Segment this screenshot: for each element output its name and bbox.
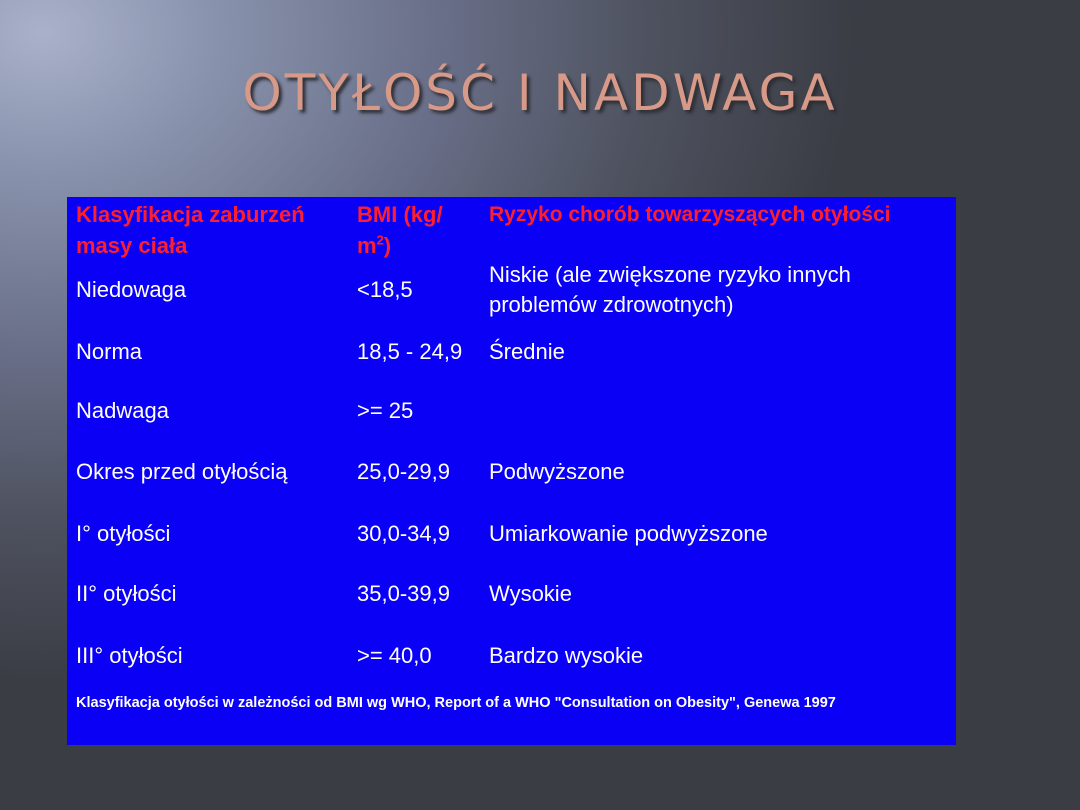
cell-bmi: <18,5 <box>357 277 413 302</box>
cell-bmi: 30,0-34,9 <box>357 521 450 546</box>
cell-risk: Niskie (ale zwiększone ryzyko innych problemów zdrowotnych) <box>489 262 851 317</box>
cell-risk: Podwyższone <box>489 459 625 484</box>
header-bmi-close: ) <box>383 233 392 258</box>
cell-bmi: 18,5 - 24,9 <box>357 339 463 364</box>
cell-bmi: 25,0-29,9 <box>357 459 450 484</box>
header-bmi <box>357 199 477 263</box>
header-bmi-superscript: 2 <box>376 232 384 248</box>
table-row <box>67 259 956 321</box>
cell-classification: Norma <box>76 339 143 364</box>
table-header-row <box>67 199 956 263</box>
cell-classification: Niedowaga <box>76 277 187 302</box>
header-classification: Klasyfikacja zaburzeń masy ciała <box>76 202 305 258</box>
header-risk: Ryzyko chorób towarzyszących otyłości <box>489 203 891 226</box>
cell-risk: Wysokie <box>489 581 572 606</box>
bmi-classification-table <box>67 197 956 745</box>
table-footnote: Klasyfikacja otyłości w zależności od BMI wg WHO, Report of a WHO "Consultation on Obesity", Genewa 1997 <box>76 695 836 711</box>
cell-bmi: >= 25 <box>357 398 414 423</box>
header-bmi-text: BMI (kg/ m <box>357 202 443 258</box>
cell-classification: Nadwaga <box>76 398 169 423</box>
table-row <box>67 625 956 687</box>
cell-classification: III° otyłości <box>76 643 183 668</box>
cell-classification: II° otyłości <box>76 581 177 606</box>
slide-title: OTYŁOŚĆ I NADWAGA <box>242 64 838 122</box>
cell-bmi: 35,0-39,9 <box>357 581 450 606</box>
cell-classification: I° otyłości <box>76 521 171 546</box>
cell-risk: Średnie <box>489 339 565 364</box>
cell-risk <box>489 383 944 439</box>
table-row <box>67 563 956 625</box>
cell-risk: Umiarkowanie podwyższone <box>489 521 768 546</box>
table-row <box>67 321 956 383</box>
cell-classification: Okres przed otyłością <box>76 459 288 484</box>
cell-risk: Bardzo wysokie <box>489 643 644 668</box>
cell-bmi: >= 40,0 <box>357 643 432 668</box>
table-row <box>67 503 956 565</box>
table-row <box>67 441 956 503</box>
table-row <box>67 383 956 439</box>
